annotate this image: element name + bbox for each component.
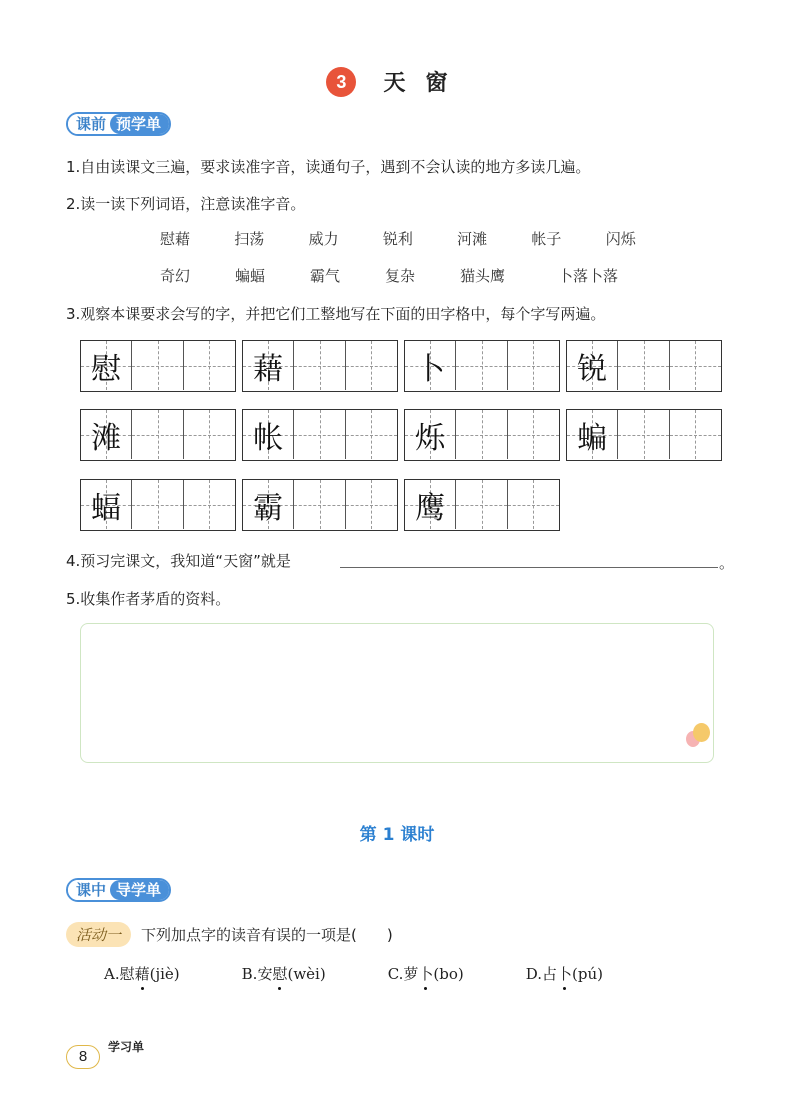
page-number: 8 (66, 1045, 100, 1069)
option-pinyin: (pú) (572, 965, 604, 983)
model-char: 鹰 (415, 490, 446, 526)
model-char: 烁 (415, 420, 446, 456)
option-prefix: B.安 (241, 965, 273, 983)
word: 蝙蝠 (235, 267, 266, 285)
writing-grid[interactable] (404, 409, 560, 461)
model-char: 滩 (91, 420, 122, 456)
word: 卜落卜落 (558, 267, 619, 285)
model-char: 卜 (415, 351, 446, 387)
option-pinyin: (bo) (433, 965, 464, 983)
page-label: 学习单 (108, 1040, 145, 1054)
grid-row-1 (80, 340, 728, 392)
word: 猫头鹰 (460, 267, 506, 285)
model-char: 帐 (253, 420, 284, 456)
grid-row-3 (80, 479, 566, 531)
option-a[interactable] (104, 963, 180, 984)
word-row-2 (160, 265, 680, 286)
option-pinyin: (jiè) (149, 965, 180, 983)
option-prefix: D.占 (525, 965, 558, 983)
answer-box[interactable] (80, 623, 714, 763)
dotted-char: 卜 (557, 965, 573, 983)
question-3: 3.观察本课要求会写的字，并把它们工整地写在下面的田字格中，每个字写两遍。 (66, 305, 606, 323)
option-b[interactable] (242, 963, 326, 984)
writing-grid[interactable] (80, 340, 236, 392)
activity-one (66, 922, 393, 947)
model-char: 藉 (253, 351, 284, 387)
tag-label-b: 导学单 (110, 880, 169, 900)
answer-options (104, 963, 665, 984)
lesson-number-badge: 3 (326, 67, 356, 97)
model-char: 蝠 (91, 490, 122, 526)
model-char: 蝙 (577, 420, 608, 456)
word: 扫荡 (234, 230, 265, 248)
grid-row-2 (80, 409, 728, 461)
word: 锐利 (382, 230, 413, 248)
writing-grid[interactable] (242, 340, 398, 392)
writing-grid[interactable] (242, 409, 398, 461)
option-pinyin: (wèi) (287, 965, 326, 983)
dotted-char: 卜 (418, 965, 434, 983)
option-c[interactable] (388, 963, 464, 984)
activity-badge: 活动一 (66, 922, 131, 947)
tag-label-a: 课前 (68, 114, 110, 134)
word: 闪烁 (605, 230, 636, 248)
writing-grid[interactable] (80, 409, 236, 461)
activity-question: 下列加点字的读音有误的一项是( ) (141, 926, 393, 944)
question-4-end: 。 (719, 554, 735, 572)
writing-grid[interactable] (80, 479, 236, 531)
option-prefix: C.萝 (387, 965, 419, 983)
question-4: 4.预习完课文，我知道“天窗”就是 (66, 552, 291, 570)
word: 威力 (308, 230, 339, 248)
pre-study-tag (66, 112, 171, 136)
tag-label-b: 预学单 (110, 114, 169, 134)
tag-label-a: 课中 (68, 880, 110, 900)
model-char: 霸 (253, 490, 284, 526)
word: 复杂 (385, 267, 416, 285)
writing-grid[interactable] (404, 340, 560, 392)
lesson-header (0, 66, 794, 97)
option-prefix: A.慰 (104, 965, 135, 983)
question-5: 5.收集作者茅盾的资料。 (66, 590, 231, 608)
word: 慰藉 (160, 230, 191, 248)
word: 帐子 (531, 230, 562, 248)
balloon-icon (693, 723, 710, 742)
writing-grid[interactable] (566, 409, 722, 461)
model-char: 锐 (577, 351, 608, 387)
question-2: 2.读一读下列词语，注意读准字音。 (66, 195, 306, 213)
word: 奇幻 (160, 267, 191, 285)
dotted-char: 慰 (272, 965, 288, 983)
writing-grid[interactable] (404, 479, 560, 531)
writing-grid[interactable] (566, 340, 722, 392)
model-char: 慰 (91, 351, 122, 387)
page-title: 天窗 (383, 71, 468, 96)
writing-grid[interactable] (242, 479, 398, 531)
dotted-char: 藉 (134, 965, 150, 983)
question-1: 1.自由读课文三遍，要求读准字音，读通句子，遇到不会认读的地方多读几遍。 (66, 158, 591, 176)
in-class-tag (66, 878, 171, 902)
word: 霸气 (310, 267, 341, 285)
lesson-title: 第 1 课时 (359, 825, 435, 845)
option-d[interactable] (526, 963, 603, 984)
word: 河滩 (457, 230, 488, 248)
word-row-1 (160, 228, 680, 249)
answer-blank-line[interactable] (340, 567, 718, 568)
